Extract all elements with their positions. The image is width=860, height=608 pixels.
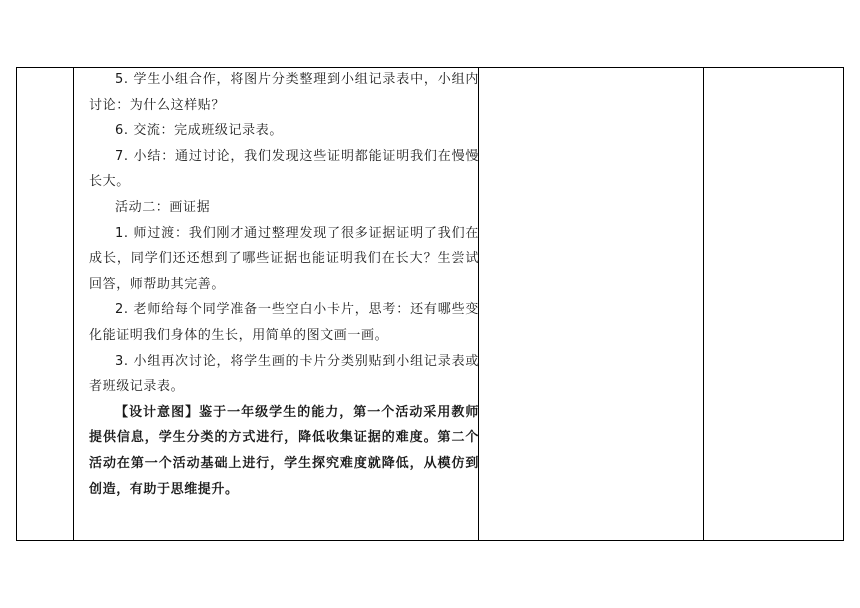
lesson-content <box>89 67 479 502</box>
paragraph-step-7: 7. 小结：通过讨论，我们发现这些证明都能证明我们在慢慢长大。 <box>89 148 479 190</box>
table-column-1 <box>16 67 74 541</box>
table-column-3 <box>478 67 704 541</box>
design-intent-paragraph: 【设计意图】鉴于一年级学生的能力，第一个活动采用教师提供信息，学生分类的方式进行，降低收集证据的难度。第二个活动在第一个活动基础上进行，学生探究难度就降低，从模仿到创造，有助于思维提升。 <box>89 404 479 497</box>
table-column-4 <box>703 67 844 541</box>
paragraph-activity2-step-1: 1. 师过渡：我们刚才通过整理发现了很多证据证明了我们在成长，同学们还还想到了哪些证据也能证明我们在长大？生尝试回答，师帮助其完善。 <box>89 225 479 292</box>
paragraph-step-6: 6. 交流：完成班级记录表。 <box>115 123 283 139</box>
paragraph-activity2-step-2: 2. 老师给每个同学准备一些空白小卡片，思考：还有哪些变化能证明我们身体的生长，用简单的图文画一画。 <box>89 302 479 343</box>
paragraph-step-5: 5. 学生小组合作，将图片分类整理到小组记录表中，小组内讨论：为什么这样贴？ <box>89 72 479 113</box>
activity-two-heading: 活动二：画证据 <box>115 199 211 215</box>
paragraph-activity2-step-3: 3. 小组再次讨论，将学生画的卡片分类别贴到小组记录表或者班级记录表。 <box>89 353 479 395</box>
